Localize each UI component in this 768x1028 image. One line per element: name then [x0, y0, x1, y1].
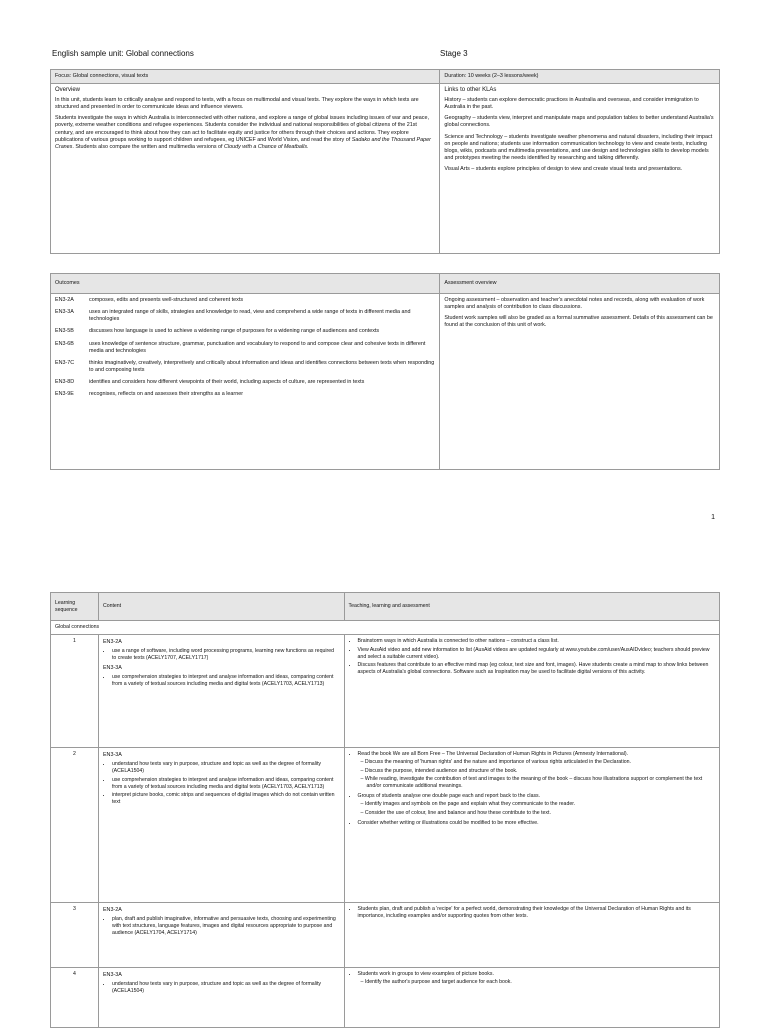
outcome-item: EN3-7C thinks imaginatively, creatively, interpretively and critically about information and ideas and identifies connections between texts when responding to and composing texts — [55, 359, 435, 373]
link-science: Science and Technology – students investigate weather phenomena and natural disasters, including their impact on people and nations; students use information communication technology to view and create texts, including blogs, wikis, podcasts and multimedia presentations, and use design and technologies skills to develop models and prototypes meeting the needs identified by researching and talking differently. — [444, 133, 713, 161]
content-cell: EN3-2A • plan, draft and publish imaginative, informative and persuasive texts, choosing and experimenting with text structures, language features, images and digital resources appropriate to purpose and audience (ACELY1704, ACELY1714) — [98, 902, 344, 967]
table-row — [51, 747, 720, 902]
outcome-item: EN3-5B discusses how language is used to achieve a widening range of purposes for a widening range of audiences and contexts — [55, 328, 380, 335]
col-content-header: Content — [98, 593, 344, 621]
overview-paragraph-2: Students investigate the ways in which Australia is interconnected with other nations, and explore a range of global issues including issues of war and peace, poverty, extreme weather conditions and refugee experiences. Students consider the individual and national responsibilities of global citizens of the 21st century, and are encouraged to think about how they can act to facilitate equity and justice for others through their choices and actions. They explore publications of various groups working to support children and refugees, eg UNICEF and World Vision, and read the story of Sadako and the Thousand Paper Cranes. Students also compare the written and multimedia versions of Cloudy with a Chance of Meatballs. — [55, 115, 431, 150]
overview-heading: Overview — [55, 87, 81, 94]
outcome-item: EN3-9E recognises, reflects on and assesses their strengths as a learner — [55, 391, 244, 398]
section-global-connections: Global connections — [51, 621, 720, 635]
outcome-item: EN3-3A uses an integrated range of skills, strategies and knowledge to read, view and comprehend a wide range of texts in different media and technologies — [55, 309, 411, 323]
link-history: History – students can explore democratic practices in Australia and overseas, and consider immigration to Australia in the past. — [444, 97, 699, 111]
assessment-cell — [440, 294, 720, 470]
outcome-item: EN3-2A composes, edits and presents well-structured and coherent texts — [55, 297, 244, 303]
links-cell — [440, 84, 720, 254]
link-geography: Geography – students view, interpret and manipulate maps and population tables to better understand Australia's global connections. — [444, 115, 714, 129]
col-sequence-header: Learning sequence — [51, 593, 99, 621]
teaching-cell: • Read the book We are all Born Free – The Universal Declaration of Human Rights in Pictures (Amnesty International). – Discuss the meaning of 'human rights' and the nature and importance of various rights articulated in the Declaration. – Discuss the purpose, intended audience and structure of the book. – While reading, investigate the contribution of text and images to the meaning of the book – discuss how illustrations support or complement the text and/or communicate additional meanings. • Groups of students analyse one double page each and report back to the class. – Identify images and symbols on the page and explain what they communicate to the reader. – Consider the use of colour, line and balance and how these contribute to the text. • Consider whether writing or illustrations could be modified to be more effective. — [344, 747, 719, 902]
link-visual-arts: Visual Arts – students explore principles of design to view and create visual texts and presentations. — [444, 166, 683, 173]
assessment-heading: Assessment overview — [440, 274, 720, 294]
table-row — [51, 902, 720, 967]
outcome-item: EN3-8D identifies and considers how different viewpoints of their world, including aspects of culture, are represented in texts — [55, 379, 365, 385]
teaching-cell: • Brainstorm ways in which Australia is connected to other nations – construct a class list. • View AusAid video and add new information to list (AusAid videos are updated regularly at www.youtube.com/user/AusAIDvideo; teachers should preview and select a suitable current video). • Discuss features that contribute to an effective mind map (eg colour, text size and font, images). Have students create a mind map to show links between aspects of Australia's global connections. Software such as Inspiration may be used to facilitate digital versions of this activity. — [344, 634, 719, 747]
overview-cell — [51, 84, 440, 254]
overview-paragraph-1: In this unit, students learn to critically analyse and respond to texts, with a focus on multimodal and visual texts. They explore the ways in which texts are structured and presented in order to communicate ideas and influence viewers. — [55, 97, 419, 111]
sequence-number: 4 — [51, 967, 99, 1027]
content-cell: EN3-3A • understand how texts vary in purpose, structure and topic as well as the degree of formality (ACELA1504) • use comprehension strategies to interpret and analyse information and ideas, comparing content from a variety of textual sources including media and digital texts (ACELY1703, ACELY1713) • interpret picture books, comic strips and sequences of digital images which do not contain written text — [98, 747, 344, 902]
col-teaching-header: Teaching, learning and assessment — [344, 593, 719, 621]
duration-cell: Duration: 10 weeks (2–3 lessons/week) — [440, 70, 720, 84]
outcomes-heading: Outcomes — [51, 274, 440, 294]
assessment-paragraph-1: Ongoing assessment – observation and teacher's anecdotal notes and records, along with evaluation of work samples and analysis of contribution to class discussions. — [444, 297, 705, 311]
links-heading: Links to other KLAs — [444, 87, 497, 94]
content-cell: EN3-3A • understand how texts vary in purpose, structure and topic as well as the degree of formality (ACELA1504) — [98, 967, 344, 1027]
teaching-cell: • Students plan, draft and publish a 'recipe' for a perfect world, demonstrating their knowledge of the Universal Declaration of Human Rights and its importance, including examples and/or supporting quotes from other texts. — [344, 902, 719, 967]
teaching-cell: • Students work in groups to view examples of picture books. – Identify the author's purpose and target audience for each book. — [344, 967, 719, 1027]
outcomes-table — [50, 273, 720, 470]
content-cell: EN3-2A • use a range of software, including word processing programs, learning new functions as required to create texts (ACELY1707, ACELY1717) EN3-3A • use comprehension strategies to interpret and analyse information and ideas, comparing content from a variety of textual sources including media and digital texts (ACELY1703, ACELY1713) — [98, 634, 344, 747]
table-row — [51, 634, 720, 747]
focus-cell: Focus: Global connections, visual texts — [51, 70, 440, 84]
learning-sequence-table — [50, 592, 720, 1028]
stage-label: Stage 3 — [440, 49, 468, 58]
sequence-number: 1 — [51, 634, 99, 747]
focus-table — [50, 69, 720, 254]
unit-title: English sample unit: Global connections — [52, 49, 194, 58]
assessment-paragraph-2: Student work samples will also be graded as a formal summative assessment. Details of this assessment can be found at the conclusion of this unit of work. — [444, 315, 713, 329]
outcomes-list — [51, 294, 440, 470]
table-row — [51, 967, 720, 1027]
sequence-number: 2 — [51, 747, 99, 902]
outcome-item: EN3-6B uses knowledge of sentence structure, grammar, punctuation and vocabulary to respond to and compose clear and cohesive texts in different media and technologies — [55, 340, 426, 354]
sequence-number: 3 — [51, 902, 99, 967]
page-number: 1 — [711, 514, 715, 521]
